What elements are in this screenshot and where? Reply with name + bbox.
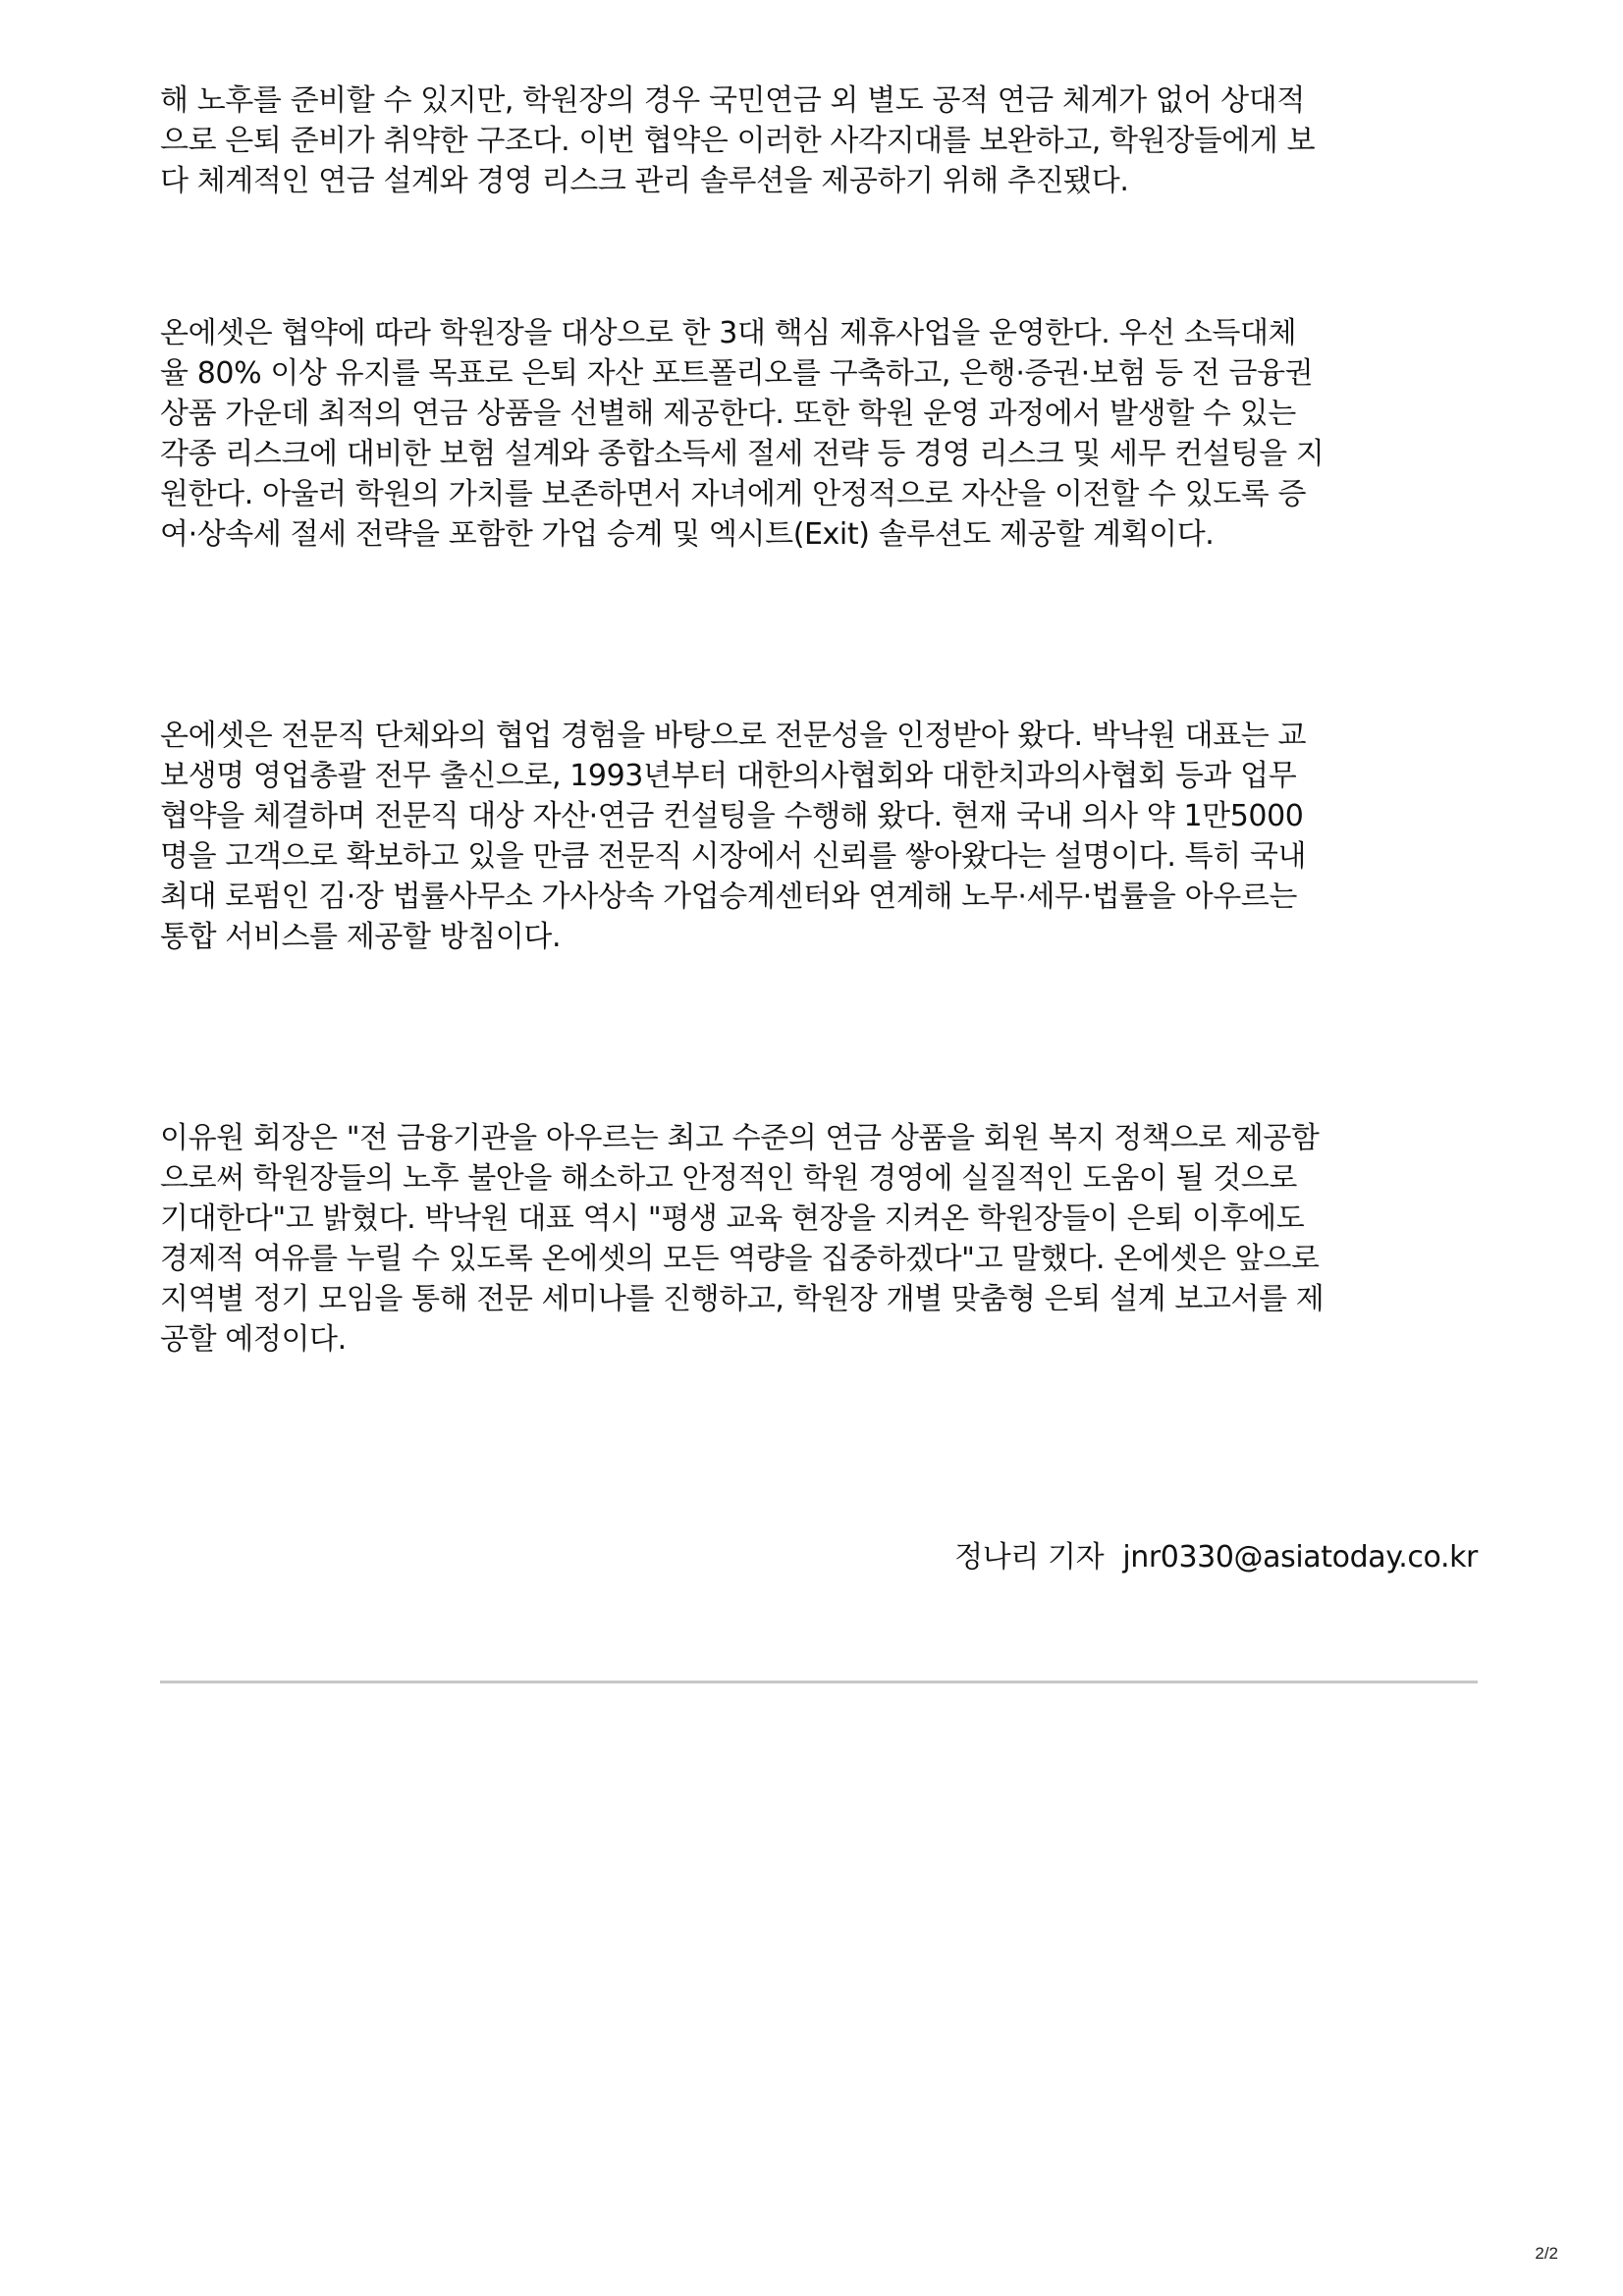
paragraph-line: 으로 은퇴 준비가 취약한 구조다. 이번 협약은 이러한 사각지대를 보완하고, 학원장들에게 보	[160, 124, 1316, 158]
paragraph-line: 원한다. 아울러 학원의 가치를 보존하면서 자녀에게 안정적으로 자산을 이전할 수 있도록 증	[160, 477, 1307, 511]
article-paragraph-3	[160, 716, 1306, 957]
paragraph-line: 기대한다"고 밝혔다. 박낙원 대표 역시 "평생 교육 현장을 지켜온 학원장들이 은퇴 이후에도	[160, 1201, 1305, 1236]
article-paragraph-2	[160, 313, 1324, 555]
paragraph-line: 온에셋은 협약에 따라 학원장을 대상으로 한 3대 핵심 제휴사업을 운영한다. 우선 소득대체	[160, 316, 1297, 350]
paragraph-line: 각종 리스크에 대비한 보험 설계와 종합소득세 절세 전략 등 경영 리스크 및 세무 컨설팅을 지	[160, 437, 1325, 471]
paragraph-line: 명을 고객으로 확보하고 있을 만큼 전문직 시장에서 신뢰를 쌓아왔다는 설명이다. 특히 국내	[160, 839, 1307, 874]
paragraph-line: 지역별 정기 모임을 통해 전문 세미나를 진행하고, 학원장 개별 맞춤형 은퇴 설계 보고서를 제	[160, 1282, 1325, 1316]
reporter-name: 정나리 기자	[954, 1540, 1105, 1575]
page-number: 2/2	[1535, 2244, 1558, 2263]
paragraph-line: 으로써 학원장들의 노후 불안을 해소하고 안정적인 학원 경영에 실질적인 도움이 될 것으로	[160, 1161, 1297, 1196]
paragraph-line: 통합 서비스를 제공할 방침이다.	[160, 920, 562, 954]
article-paragraph-1	[160, 80, 1315, 201]
byline	[954, 1537, 1478, 1577]
paragraph-line: 경제적 여유를 누릴 수 있도록 온에셋의 모든 역량을 집중하겠다"고 말했다. 온에셋은 앞으로	[160, 1242, 1320, 1276]
paragraph-line: 공할 예정이다.	[160, 1322, 347, 1357]
paragraph-line: 상품 가운데 최적의 연금 상품을 선별해 제공한다. 또한 학원 운영 과정에서 발생할 수 있는	[160, 397, 1296, 431]
paragraph-line: 율 80% 이상 유지를 목표로 은퇴 자산 포트폴리오를 구축하고, 은행·증권·보험 등 전 금융권	[160, 356, 1314, 391]
paragraph-line: 여·상속세 절세 전략을 포함한 가업 승계 및 엑시트(Exit) 솔루션도 제공할 계획이다.	[160, 517, 1215, 552]
paragraph-line: 최대 로펌인 김·장 법률사무소 가사상속 가업승계센터와 연계해 노무·세무·법률을 아우르는	[160, 880, 1297, 914]
paragraph-line: 해 노후를 준비할 수 있지만, 학원장의 경우 국민연금 외 별도 공적 연금 체계가 없어 상대적	[160, 83, 1305, 118]
paragraph-line: 다 체계적인 연금 설계와 경영 리스크 관리 솔루션을 제공하기 위해 추진됐다.	[160, 164, 1129, 198]
paragraph-line: 협약을 체결하며 전문직 대상 자산·연금 컨설팅을 수행해 왔다. 현재 국내 의사 약 1만5000	[160, 799, 1304, 833]
paragraph-line: 보생명 영업총괄 전무 출신으로, 1993년부터 대한의사협회와 대한치과의사협회 등과 업무	[160, 759, 1297, 793]
article-paragraph-4	[160, 1118, 1324, 1360]
article-divider	[160, 1681, 1478, 1683]
paragraph-line: 온에셋은 전문직 단체와의 협업 경험을 바탕으로 전문성을 인정받아 왔다. 박낙원 대표는 교	[160, 719, 1307, 753]
reporter-email[interactable]: jnr0330@asiatoday.co.kr	[1122, 1540, 1478, 1575]
paragraph-line: 이유원 회장은 "전 금융기관을 아우르는 최고 수준의 연금 상품을 회원 복지 정책으로 제공함	[160, 1121, 1320, 1155]
